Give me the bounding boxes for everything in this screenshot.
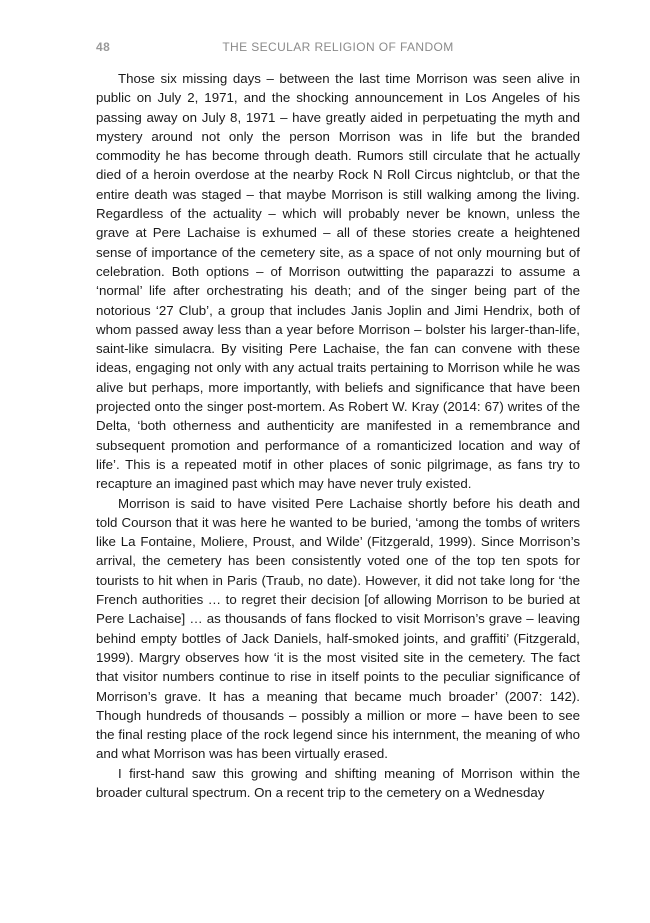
page-number: 48 — [96, 40, 111, 54]
body-text — [96, 69, 580, 802]
running-title: THE SECULAR RELIGION OF FANDOM — [222, 40, 454, 54]
paragraph: Morrison is said to have visited Pere Lachaise shortly before his death and told Courson that it was here he wanted to be buried, ‘among the tombs of writers like La Fontaine, Moliere, Proust, and Wilde’ (Fitzgerald, 1999). Since Morrison’s arrival, the cemetery has been consistently voted one of the top ten spots for tourists to hit when in Paris (Traub, no date). However, it did not take long for ‘the French authorities … to regret their decision [of allowing Morrison to be buried at Pere Lachaise] … as thousands of fans flocked to visit Morrison’s grave – leaving behind empty bottles of Jack Daniels, half-smoked joints, and graffiti’ (Fitzgerald, 1999). Margry observes how ‘it is the most visited site in the cemetery. The fact that visitor numbers continue to rise in itself points to the peculiar significance of Morrison’s grave. It has a meaning that became much broader’ (2007: 142). Though hundreds of thousands – possibly a million or more – have been to see the final resting place of the rock legend since his internment, the meaning of who and what Morrison was has been virtually erased. — [96, 495, 580, 762]
paragraph: I first-hand saw this growing and shifting meaning of Morrison within the broader cultural spectrum. On a recent trip to the cemetery on a Wednesday — [96, 765, 580, 800]
paragraph: Those six missing days – between the last time Morrison was seen alive in public on July 2, 1971, and the shocking announcement in Los Angeles of his passing away on July 8, 1971 – have greatly aided in perpetuating the myth and mystery around not only the person Morrison was in life but the branded commodity he has become through death. Rumors still circulate that he actually died of a heroin overdose at the nearby Rock N Roll Circus nightclub, or that the entire death was staged – that maybe Morrison is still walking among the living. Regardless of the actuality – which will probably never be known, unless the grave at Pere Lachaise is exhumed – all of these stories create a heightened sense of importance of the cemetery site, as a space of not only mourning but of celebration. Both options – of Morrison outwitting the paparazzi to assume a ‘normal’ life after orchestrating his death; and of the singer being part of the notorious ‘27 Club’, a group that includes Janis Joplin and Jimi Hendrix, both of whom passed away less than a year before Morrison – bolster his larger-than-life, saint-like simulacra. By visiting Pere Lachaise, the fan can convene with these ideas, engaging not only with any actual traits pertaining to Morrison while he was alive but perhaps, more importantly, with beliefs and significance that have been projected onto the singer post-mortem. As Robert W. Kray (2014: 67) writes of the Delta, ‘both otherness and authenticity are manifested in a remembrance and subsequent promotion and performance of a romanticized location and way of life’. This is a repeated motif in other places of sonic pilgrimage, as fans try to recapture an imagined past which may have never truly existed. — [96, 71, 580, 492]
running-head — [96, 40, 580, 58]
